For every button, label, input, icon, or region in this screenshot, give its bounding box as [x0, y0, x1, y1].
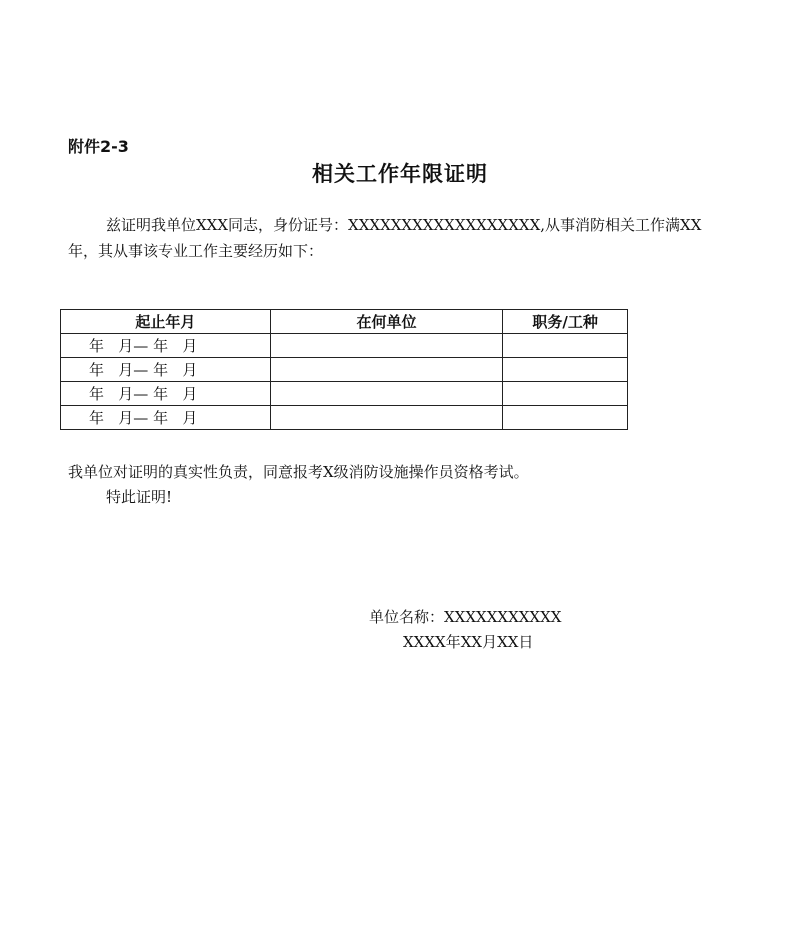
declaration-text: 我单位对证明的真实性负责，同意报考X级消防设施操作员资格考试。 — [68, 463, 529, 481]
period-cell: 年 月— 年 月 — [61, 382, 271, 406]
unit-cell — [270, 382, 502, 406]
experience-table — [60, 309, 628, 430]
table-row — [61, 334, 628, 358]
document-title: 相关工作年限证明 — [312, 162, 488, 186]
position-cell — [503, 334, 628, 358]
unit-cell — [270, 406, 502, 430]
special-note: 特此证明! — [106, 488, 173, 506]
table-header-row — [61, 310, 628, 334]
signature-unit-name: 单位名称：XXXXXXXXXXX — [369, 608, 562, 626]
signature-date: XXXX年XX月XX日 — [403, 633, 534, 651]
position-cell — [503, 406, 628, 430]
position-cell — [503, 358, 628, 382]
unit-cell — [270, 334, 502, 358]
unit-cell — [270, 358, 502, 382]
period-cell: 年 月— 年 月 — [61, 406, 271, 430]
table-row — [61, 382, 628, 406]
period-cell: 年 月— 年 月 — [61, 358, 271, 382]
intro-paragraph: 兹证明我单位XXX同志，身份证号：XXXXXXXXXXXXXXXXXX,从事消防相关工作满XX年，其从事该专业工作主要经历如下： — [68, 216, 702, 260]
position-cell — [503, 382, 628, 406]
header-period: 起止年月 — [61, 310, 271, 334]
table-row — [61, 358, 628, 382]
header-position: 职务/工种 — [503, 310, 628, 334]
attachment-label: 附件2-3 — [68, 137, 129, 156]
header-unit: 在何单位 — [270, 310, 502, 334]
table-row — [61, 406, 628, 430]
period-cell: 年 月— 年 月 — [61, 334, 271, 358]
